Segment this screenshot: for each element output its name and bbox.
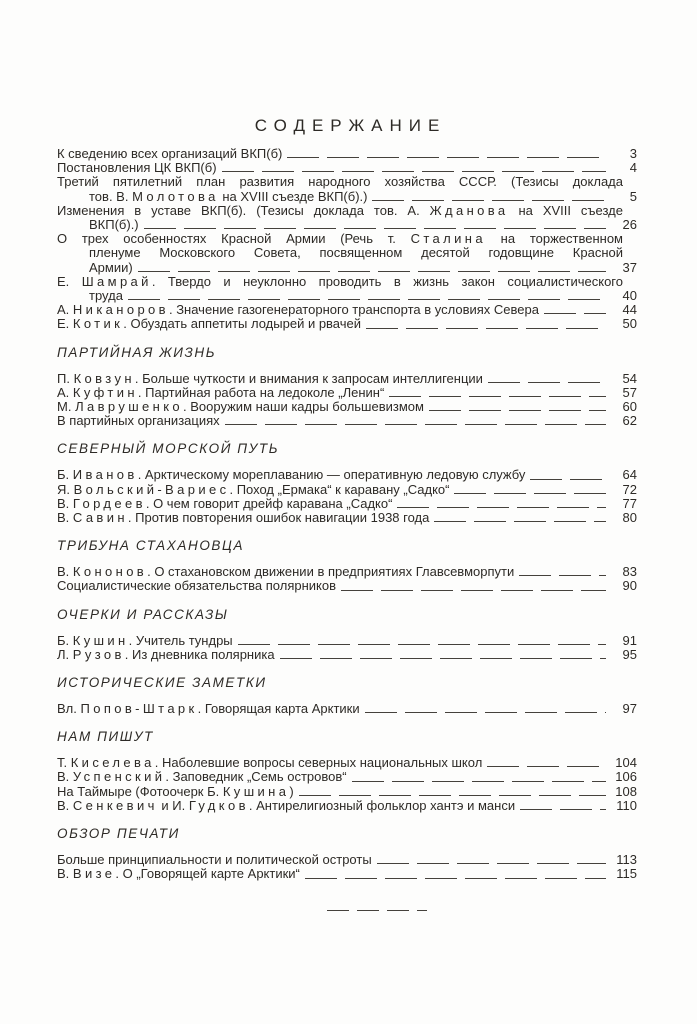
entry-line	[57, 289, 637, 303]
leader-line	[238, 644, 606, 645]
toc-entry	[57, 204, 637, 232]
toc-entry	[57, 414, 637, 428]
leader-line	[377, 863, 606, 864]
leader-line	[519, 575, 606, 576]
entry-text: тов. В. Молотова на XVIII съезде ВКП(б).)	[89, 188, 368, 204]
toc-entry	[57, 400, 637, 414]
page-number: 3	[629, 146, 637, 161]
leader-line	[287, 157, 606, 158]
entry-text: В. Визе. О „Говорящей карте Арктики“	[57, 866, 300, 882]
page-number: 80	[622, 510, 637, 526]
toc-entry	[57, 648, 637, 662]
leader-line	[488, 382, 606, 383]
entry-text: А. Куфтин. Партийная работа на ледоколе „Ленин“	[57, 384, 385, 400]
entry-text: В. Успенский. Заповедник „Семь островов“	[57, 769, 347, 785]
toc-entry	[57, 275, 637, 303]
entry-line	[57, 511, 637, 525]
entry-line	[57, 400, 637, 414]
toc-entry	[57, 579, 637, 593]
section-heading: ПАРТИЙНАЯ ЖИЗНЬ	[57, 344, 217, 360]
page-number: 26	[622, 217, 637, 233]
entry-line	[57, 634, 637, 648]
leader-line	[366, 328, 606, 329]
toc-section	[57, 826, 637, 881]
page-number: 64	[622, 467, 637, 483]
entry-text: Больше принципиальности и политической остроты	[57, 852, 372, 868]
toc-entry	[57, 853, 637, 867]
toc-entry	[57, 175, 637, 203]
entry-line	[57, 161, 637, 175]
entry-line	[57, 867, 637, 881]
entry-line	[57, 317, 637, 331]
entry-line	[57, 785, 637, 799]
toc-entry	[57, 799, 637, 813]
leader-line	[225, 424, 606, 425]
page-number: 72	[622, 481, 637, 497]
toc-entry	[57, 702, 637, 716]
entry-text: Л. Рузов. Из дневника полярника	[57, 646, 275, 662]
entry-line	[57, 483, 637, 497]
entry-line	[57, 190, 637, 204]
leader-line	[365, 712, 606, 713]
page-number: 113	[616, 852, 637, 868]
toc-entry	[57, 303, 637, 317]
page-number: 60	[622, 399, 637, 415]
section-heading: ИСТОРИЧЕСКИЕ ЗАМЕТКИ	[57, 675, 267, 691]
toc-section	[57, 675, 637, 716]
leader-line	[454, 493, 606, 494]
leader-line	[544, 313, 606, 314]
entry-line	[57, 579, 637, 593]
entry-line	[57, 414, 637, 428]
leader-line	[280, 658, 606, 659]
section-heading: НАМ ПИШУТ	[57, 729, 154, 745]
entry-text: Третий пятилетний план развития народного хозяйства СССР. (Тезисы доклада	[57, 174, 623, 190]
page-number: 95	[622, 646, 637, 662]
section-heading: ОБЗОР ПЕЧАТИ	[57, 826, 180, 842]
entry-text: Я. Вольский-Вариес. Поход „Ермака“ к каравану „Садко“	[57, 481, 450, 497]
page-title: СОДЕРЖАНИЕ	[254, 116, 447, 135]
toc-section	[57, 729, 637, 813]
toc-entry	[57, 468, 637, 482]
entry-line	[57, 218, 637, 232]
entry-text: Е. Котик. Обуздать аппетиты лодырей и рвачей	[57, 316, 362, 332]
section-heading: ТРИБУНА СТАХАНОВЦА	[57, 538, 245, 554]
entry-line	[57, 204, 637, 218]
entry-text: К сведению всех организаций ВКП(б)	[57, 146, 283, 161]
toc-entry	[57, 386, 637, 400]
toc-entry	[57, 317, 637, 331]
toc-entry	[57, 483, 637, 497]
toc-entry	[57, 497, 637, 511]
entry-text: О трех особенностях Красной Армии (Речь т. Сталина на торжественном	[57, 231, 623, 247]
page-number: 57	[622, 384, 637, 400]
entry-line	[57, 853, 637, 867]
toc-section	[57, 607, 637, 662]
entry-text: Т. Киселева. Наболевшие вопросы северных национальных школ	[57, 755, 483, 771]
section-heading: ОЧЕРКИ И РАССКАЗЫ	[57, 606, 229, 622]
toc-entry	[57, 232, 637, 275]
toc-section	[57, 538, 637, 593]
entry-line	[57, 372, 637, 386]
page-number: 97	[622, 701, 637, 717]
entry-line	[57, 147, 637, 161]
entry-text: В. Савин. Против повторения ошибок навигации 1938 года	[57, 510, 430, 526]
toc-entry	[57, 161, 637, 175]
entry-line	[57, 275, 637, 289]
entry-line	[57, 702, 637, 716]
toc-entry	[57, 565, 637, 579]
page-number: 4	[629, 160, 637, 176]
leader-line	[138, 271, 606, 272]
toc-section	[57, 147, 637, 332]
toc-entry	[57, 372, 637, 386]
toc-section	[57, 441, 637, 525]
toc-entry	[57, 785, 637, 799]
end-divider	[327, 910, 427, 911]
entry-line	[57, 497, 637, 511]
page-number: 5	[629, 188, 637, 204]
entry-text: Постановления ЦК ВКП(б)	[57, 160, 217, 176]
toc-entry	[57, 756, 637, 770]
leader-line	[520, 809, 606, 810]
entry-line	[57, 799, 637, 813]
page-number: 62	[622, 413, 637, 429]
page-number: 77	[622, 495, 637, 511]
entry-text: В. Кононов. О стахановском движении в предприятиях Главсевморпути	[57, 564, 515, 580]
entry-text: Е. Шамрай. Твердо и неуклонно проводить в жизнь закон социалистического	[57, 273, 623, 289]
entry-text: ВКП(б).)	[89, 217, 139, 233]
leader-line	[299, 795, 606, 796]
entry-text: В партийных организациях	[57, 413, 220, 429]
entry-text: М. Лаврушенко. Вооружим наши кадры большевизмом	[57, 399, 424, 415]
entry-text: А. Никаноров. Значение газогенераторного транспорта в условиях Севера	[57, 302, 539, 318]
leader-line	[434, 521, 606, 522]
leader-line	[389, 396, 606, 397]
toc-entry	[57, 511, 637, 525]
entry-text: Армии)	[89, 259, 133, 275]
entry-text: На Таймыре (Фотоочерк Б. Кушина)	[57, 783, 294, 799]
leader-line	[222, 171, 606, 172]
leader-line	[341, 590, 606, 591]
entry-line	[57, 648, 637, 662]
toc-entry	[57, 634, 637, 648]
entry-text: пленуме Московского Совета, посвященном десятой годовщине Красной	[89, 245, 623, 261]
page-number: 54	[622, 370, 637, 386]
entry-text: В. Гордеев. О чем говорит дрейф каравана „Садко“	[57, 495, 393, 511]
page-number: 110	[616, 797, 637, 813]
page-number: 44	[622, 302, 637, 318]
leader-line	[128, 299, 606, 300]
toc-entry	[57, 867, 637, 881]
entry-line	[57, 386, 637, 400]
toc-entry	[57, 147, 637, 161]
page-number: 106	[615, 769, 637, 785]
entry-text: Вл. Попов-Штарк. Говорящая карта Арктики	[57, 701, 360, 717]
entry-text: В. Сенкевич и И. Гудков. Антирелигиозный фольклор хантэ и манси	[57, 797, 516, 813]
entry-line	[57, 756, 637, 770]
entry-line	[57, 175, 637, 189]
toc-section	[57, 345, 637, 429]
page-number: 50	[622, 316, 637, 332]
entry-text: труда	[89, 288, 123, 304]
entry-line	[57, 232, 637, 246]
page-number: 90	[622, 578, 637, 594]
entry-line	[57, 246, 637, 260]
toc-entry	[57, 770, 637, 784]
leader-line	[530, 479, 606, 480]
leader-line	[352, 781, 606, 782]
entry-text: Изменения в уставе ВКП(б). (Тезисы доклада тов. А. Жданова на XVIII съезде	[57, 202, 623, 218]
page-number: 115	[616, 866, 637, 882]
entry-line	[57, 770, 637, 784]
leader-line	[487, 766, 606, 767]
entry-text: П. Ковзун. Больше чуткости и внимания к запросам интеллигенции	[57, 370, 483, 386]
entry-line	[57, 468, 637, 482]
entry-text: Б. Иванов. Арктическому мореплаванию — оперативную ледовую службу	[57, 467, 526, 483]
page-number: 37	[622, 259, 637, 275]
section-heading: СЕВЕРНЫЙ МОРСКОЙ ПУТЬ	[57, 441, 280, 457]
page-number: 40	[622, 288, 637, 304]
entry-text: Б. Кушин. Учитель тундры	[57, 632, 233, 648]
entry-line	[57, 261, 637, 275]
page-number: 108	[615, 783, 637, 799]
leader-line	[144, 228, 606, 229]
page-number: 83	[622, 564, 637, 580]
entry-line	[57, 303, 637, 317]
entry-text: Социалистические обязательства полярников	[57, 578, 337, 594]
leader-line	[305, 878, 606, 879]
toc	[57, 147, 637, 882]
leader-line	[372, 200, 606, 201]
page-number: 104	[615, 755, 637, 771]
page-number: 91	[622, 632, 637, 648]
leader-line	[397, 507, 606, 508]
leader-line	[429, 410, 606, 411]
entry-line	[57, 565, 637, 579]
